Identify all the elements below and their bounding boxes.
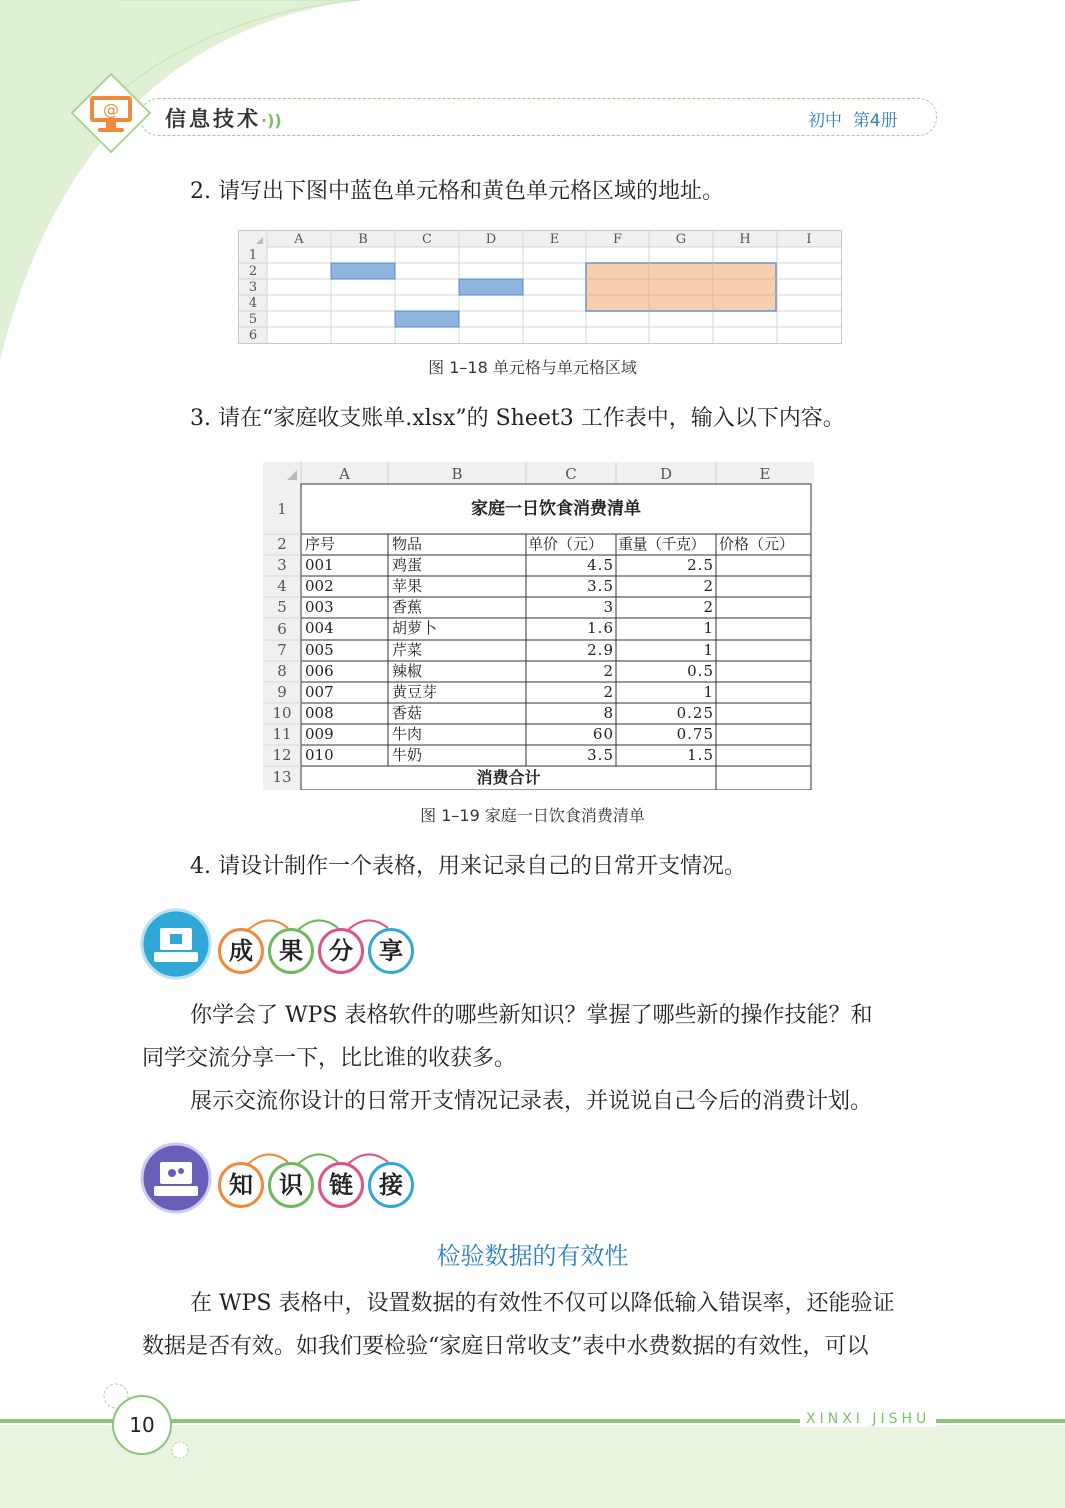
page-number: 10 bbox=[112, 1395, 172, 1455]
cell-weight: 1 bbox=[703, 641, 714, 659]
cell-item: 牛奶 bbox=[392, 746, 423, 764]
cell-weight: 0.75 bbox=[676, 725, 714, 743]
cell-unit-price: 3 bbox=[603, 598, 614, 616]
col-header: C bbox=[565, 465, 577, 483]
cell-id: 007 bbox=[305, 683, 334, 701]
share-char: 享 bbox=[368, 928, 414, 974]
share-arrows bbox=[238, 910, 398, 934]
col-header: D bbox=[659, 465, 673, 483]
knowledge-line-2: 数据是否有效。如我们要检验“家庭日常收支”表中水费数据的有效性，可以 bbox=[142, 1334, 869, 1359]
footer-label: XINXI JISHU bbox=[800, 1411, 936, 1427]
subject-title: 信息技术·)) bbox=[165, 107, 282, 131]
question-4: 4. 请设计制作一个表格，用来记录自己的日常开支情况。 bbox=[190, 854, 746, 879]
row-number: 3 bbox=[277, 556, 287, 574]
total-label: 消费合计 bbox=[476, 768, 541, 787]
row-header: 3 bbox=[248, 280, 258, 295]
cell-unit-price: 2 bbox=[603, 683, 614, 701]
cell-id: 010 bbox=[305, 746, 334, 764]
cell-unit-price: 1.6 bbox=[587, 619, 614, 637]
cell-id: 003 bbox=[305, 598, 334, 616]
cell-weight: 1 bbox=[703, 619, 714, 637]
cell-weight: 2.5 bbox=[687, 556, 714, 574]
figure-caption-1-18: 图 1–18 单元格与单元格区域 bbox=[428, 358, 637, 377]
table-header: 重量（千克） bbox=[618, 535, 706, 553]
row-header: 6 bbox=[248, 328, 258, 343]
share-section-icon bbox=[140, 908, 212, 980]
cell-unit-price: 3.5 bbox=[587, 746, 614, 764]
row-number: 12 bbox=[272, 746, 292, 764]
cell-weight: 0.5 bbox=[687, 662, 714, 680]
row-number: 1 bbox=[277, 500, 287, 518]
col-header: A bbox=[339, 465, 350, 483]
share-para-line-1: 你学会了 WPS 表格软件的哪些新知识？掌握了哪些新的操作技能？和 bbox=[190, 1003, 873, 1028]
table-title: 家庭一日饮食消费清单 bbox=[471, 499, 641, 519]
share-char: 分 bbox=[318, 928, 364, 974]
knowledge-arrows bbox=[238, 1144, 398, 1168]
cell-item: 芹菜 bbox=[392, 641, 423, 659]
share-char: 成 bbox=[218, 928, 264, 974]
cell-item: 黄豆芽 bbox=[392, 683, 438, 701]
cell-unit-price: 8 bbox=[603, 704, 614, 722]
cell-item: 香菇 bbox=[392, 704, 423, 722]
question-2: 2. 请写出下图中蓝色单元格和黄色单元格区域的地址。 bbox=[190, 179, 724, 204]
row-number: 9 bbox=[277, 683, 287, 701]
col-header: G bbox=[675, 232, 687, 247]
cell-id: 006 bbox=[305, 662, 334, 680]
col-header: D bbox=[485, 232, 497, 247]
cell-weight: 0.25 bbox=[676, 704, 714, 722]
cell-weight: 1.5 bbox=[687, 746, 714, 764]
row-header: 1 bbox=[248, 248, 258, 263]
cell-unit-price: 2 bbox=[603, 662, 614, 680]
question-3: 3. 请在“家庭收支账单.xlsx”的 Sheet3 工作表中，输入以下内容。 bbox=[190, 406, 845, 431]
cell-weight: 2 bbox=[703, 577, 714, 595]
knowledge-char: 识 bbox=[268, 1162, 314, 1208]
cell-id: 008 bbox=[305, 704, 334, 722]
cell-id: 009 bbox=[305, 725, 334, 743]
col-header: C bbox=[422, 232, 432, 247]
row-number: 5 bbox=[277, 598, 287, 616]
cell-weight: 2 bbox=[703, 598, 714, 616]
table-header: 单价（元） bbox=[528, 535, 604, 553]
cell-unit-price: 3.5 bbox=[587, 577, 614, 595]
cell-id: 005 bbox=[305, 641, 334, 659]
knowledge-char: 链 bbox=[318, 1162, 364, 1208]
sheet-figure-1-19 bbox=[263, 462, 814, 790]
cell-item: 牛肉 bbox=[392, 725, 423, 743]
row-number: 4 bbox=[277, 577, 287, 595]
knowledge-char: 知 bbox=[218, 1162, 264, 1208]
row-number: 6 bbox=[277, 620, 287, 638]
svg-text:@: @ bbox=[103, 100, 119, 119]
row-number: 2 bbox=[277, 535, 287, 553]
row-header: 5 bbox=[248, 312, 258, 327]
share-para-2: 展示交流你设计的日常开支情况记录表，并说说自己今后的消费计划。 bbox=[190, 1089, 873, 1114]
cell-unit-price: 60 bbox=[592, 725, 614, 743]
col-header: B bbox=[358, 232, 368, 247]
share-para-line-2: 同学交流分享一下，比比谁的收获多。 bbox=[142, 1046, 517, 1071]
col-header: E bbox=[549, 232, 560, 247]
knowledge-char: 接 bbox=[368, 1162, 414, 1208]
knowledge-line-1: 在 WPS 表格中，设置数据的有效性不仅可以降低输入错误率，还能验证 bbox=[190, 1291, 895, 1316]
row-number: 8 bbox=[277, 662, 287, 680]
cell-unit-price: 4.5 bbox=[587, 556, 614, 574]
cell-item: 苹果 bbox=[392, 577, 423, 595]
cell-id: 002 bbox=[305, 577, 334, 595]
share-char: 果 bbox=[268, 928, 314, 974]
row-header: 4 bbox=[248, 296, 258, 311]
sheet-figure-1-18 bbox=[238, 230, 842, 344]
cell-weight: 1 bbox=[703, 683, 714, 701]
cell-item: 香蕉 bbox=[392, 598, 423, 616]
row-number: 13 bbox=[272, 768, 292, 786]
col-header: I bbox=[806, 232, 812, 247]
cell-unit-price: 2.9 bbox=[587, 641, 614, 659]
knowledge-section-icon bbox=[140, 1142, 212, 1214]
col-header: E bbox=[759, 465, 771, 483]
cell-item: 鸡蛋 bbox=[392, 556, 423, 574]
table-header: 序号 bbox=[305, 535, 336, 553]
knowledge-title: 检验数据的有效性 bbox=[436, 1242, 629, 1270]
row-number: 10 bbox=[272, 704, 292, 722]
col-header: F bbox=[612, 232, 623, 247]
cell-id: 001 bbox=[305, 556, 334, 574]
col-header: H bbox=[739, 232, 751, 247]
grade-volume: 初中 第4册 bbox=[808, 111, 898, 131]
cell-id: 004 bbox=[305, 619, 334, 637]
col-header: A bbox=[294, 232, 304, 247]
table-header: 物品 bbox=[392, 535, 423, 553]
cell-item: 胡萝卜 bbox=[392, 619, 438, 637]
col-header: B bbox=[451, 465, 463, 483]
table-header: 价格（元） bbox=[719, 535, 795, 553]
computer-logo-icon bbox=[70, 72, 152, 154]
row-header: 2 bbox=[248, 264, 258, 279]
figure-caption-1-19: 图 1–19 家庭一日饮食消费清单 bbox=[420, 806, 645, 825]
cell-item: 辣椒 bbox=[392, 662, 423, 680]
row-number: 7 bbox=[277, 641, 287, 659]
row-number: 11 bbox=[272, 725, 292, 743]
